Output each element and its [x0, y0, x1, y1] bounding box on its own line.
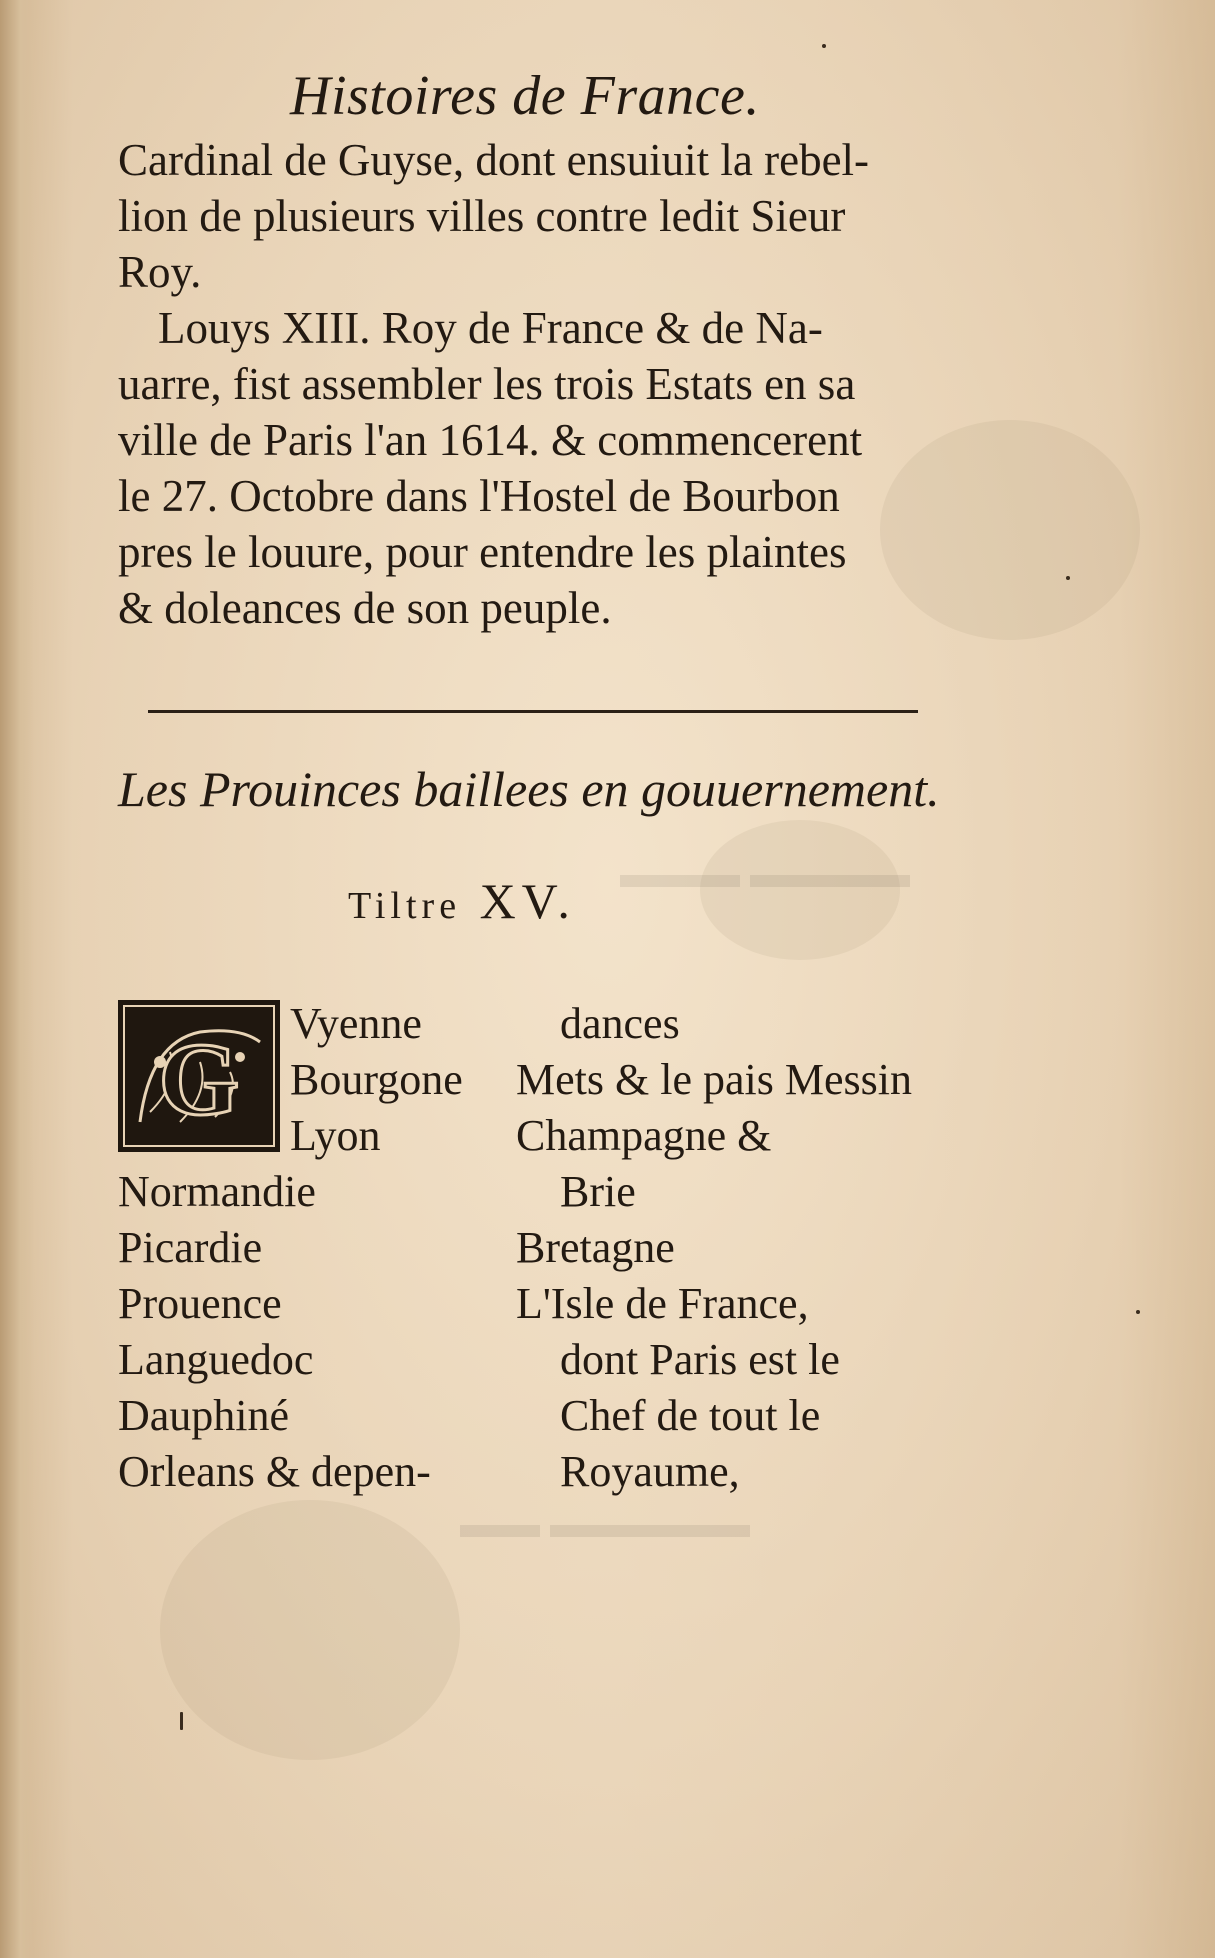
- list-item: Languedoc: [118, 1335, 314, 1384]
- list-item: Mets & le pais Messin: [516, 1055, 912, 1104]
- list-item: dont Paris est le: [560, 1335, 840, 1384]
- paper-stain: [160, 1500, 460, 1760]
- list-item: Prouence: [118, 1279, 282, 1328]
- provinces-left-column: [118, 996, 463, 1500]
- text-line: pres le louure, pour entendre les plaintes: [118, 527, 847, 577]
- list-item: Dauphiné: [118, 1391, 290, 1440]
- page-gutter: [0, 0, 34, 1958]
- text-line: uarre, fist assembler les trois Estats en sa: [118, 359, 856, 409]
- running-head: Histoires de France.: [290, 65, 760, 127]
- show-through: ▬▬▬▬ ▬▬▬: [620, 851, 910, 896]
- list-item: Orleans & depen-: [118, 1447, 431, 1496]
- titre-word: Tiltre: [348, 885, 462, 927]
- text-line: Roy.: [118, 247, 202, 297]
- ink-speck: [1136, 1310, 1140, 1314]
- list-item: Lyon: [290, 1111, 381, 1160]
- list-item: Vyenne: [290, 999, 422, 1048]
- ink-speck: [1066, 576, 1070, 580]
- list-item: Chef de tout le: [560, 1391, 821, 1440]
- list-item: Champagne &: [516, 1111, 772, 1160]
- provinces-right-column: [516, 996, 912, 1500]
- list-item: Royaume,: [560, 1447, 740, 1496]
- show-through: ▬▬▬▬▬ ▬▬: [460, 1501, 750, 1546]
- list-item: Picardie: [118, 1223, 263, 1272]
- section-rule: [148, 710, 918, 713]
- initial-letter: G: [158, 1022, 240, 1137]
- list-item: Brie: [560, 1167, 636, 1216]
- titre-heading: [348, 872, 576, 930]
- body-text: [118, 132, 958, 636]
- text-line: lion de plusieurs villes contre ledit Sieur: [118, 191, 846, 241]
- list-item: L'Isle de France,: [516, 1279, 809, 1328]
- text-line: Cardinal de Guyse, dont ensuiuit la rebel-: [118, 135, 870, 185]
- text-line: & doleances de son peuple.: [118, 583, 612, 633]
- text-line: Louys XIII. Roy de France & de Na-: [158, 303, 823, 353]
- text-line: ville de Paris l'an 1614. & commencerent: [118, 415, 863, 465]
- list-item: Normandie: [118, 1167, 316, 1216]
- ink-speck: [180, 1712, 183, 1730]
- text-line: le 27. Octobre dans l'Hostel de Bourbon: [118, 471, 840, 521]
- list-item: dances: [560, 999, 680, 1048]
- list-item: Bretagne: [516, 1223, 675, 1272]
- list-item: Bourgone: [290, 1055, 463, 1104]
- titre-number: XV.: [479, 873, 576, 929]
- ink-speck: [822, 44, 826, 48]
- section-title: Les Prouinces baillees en gouuernement.: [118, 761, 940, 817]
